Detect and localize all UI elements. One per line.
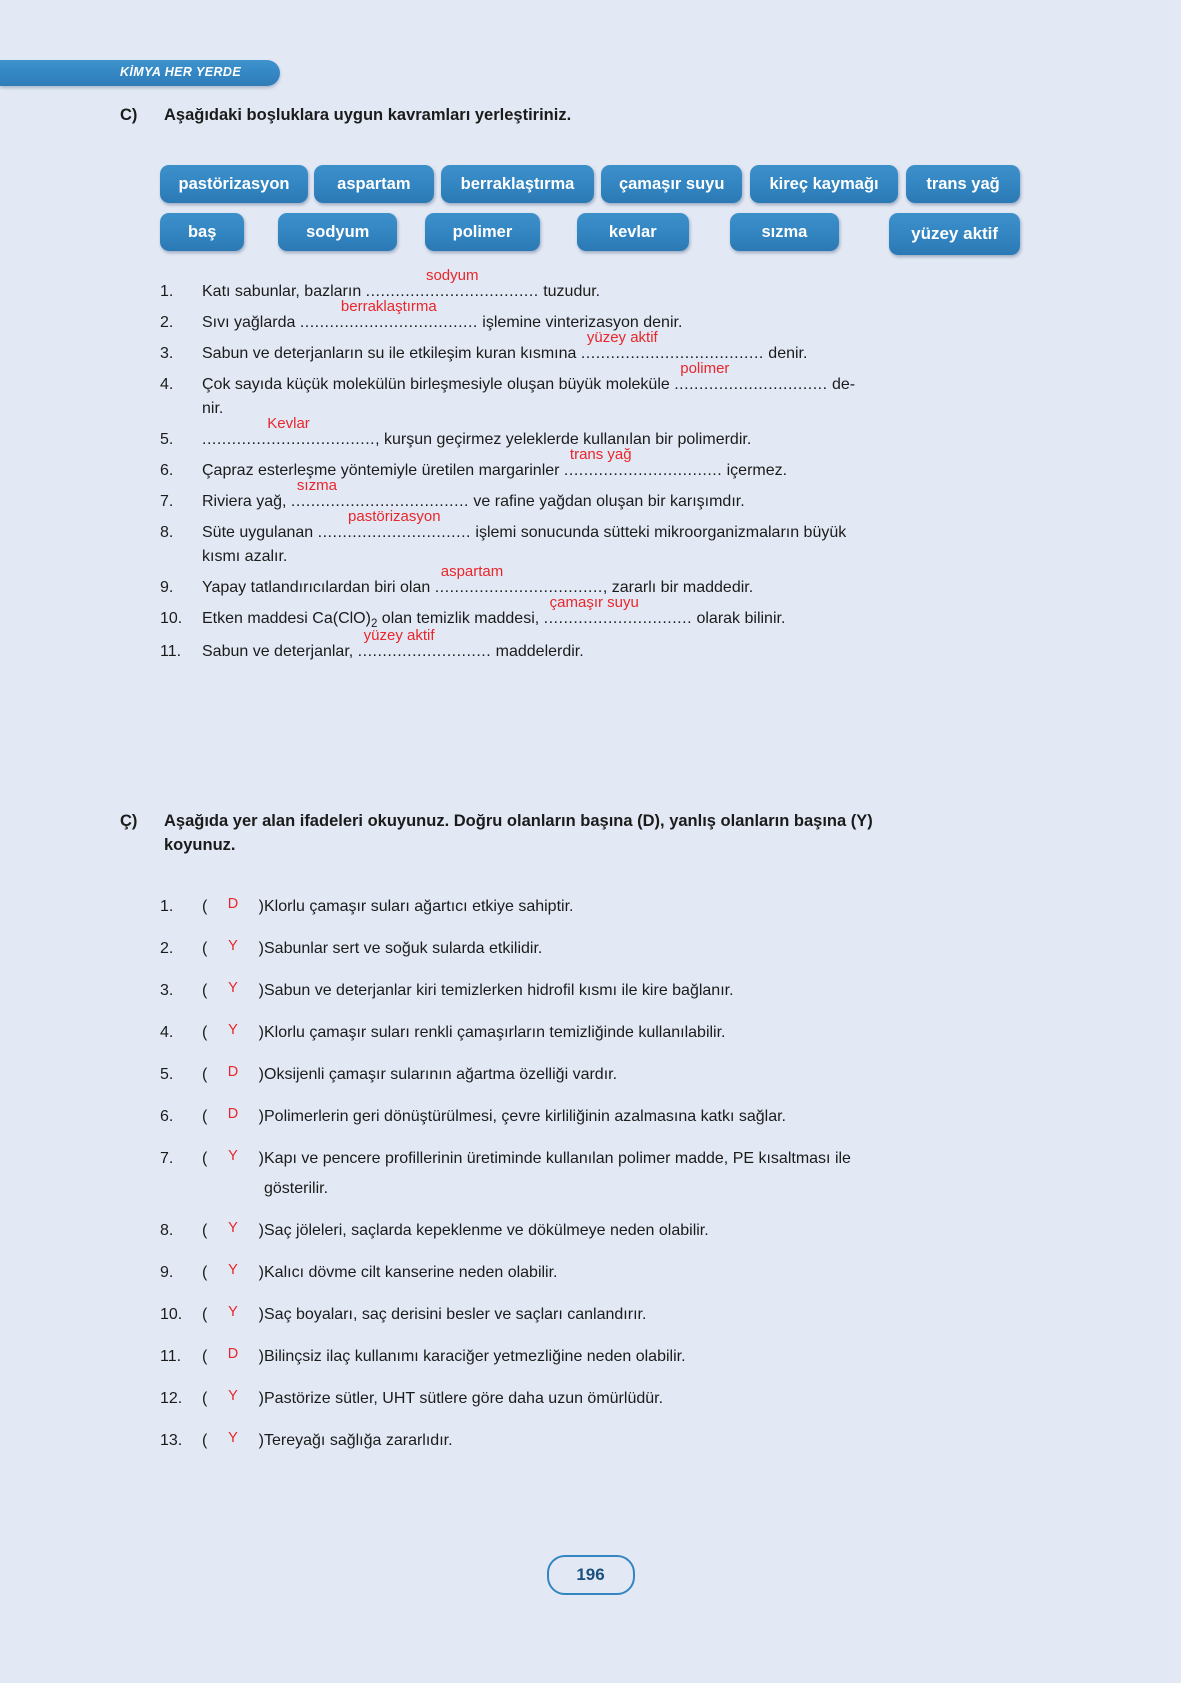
fill-text-after: de- <box>827 376 856 393</box>
paren-open: ( <box>202 1264 208 1281</box>
fill-text-before: Sıvı yağlarda <box>202 314 300 331</box>
word-chip-sodyum[interactable]: sodyum <box>278 213 397 251</box>
tf-answer-mark: Y <box>228 1304 238 1320</box>
blank-field[interactable] <box>563 446 723 483</box>
fill-item <box>160 267 1020 304</box>
fill-item <box>160 298 1020 335</box>
fill-item <box>160 508 1020 569</box>
word-bank-row-1 <box>160 165 1020 203</box>
blank-dots: ............................... <box>317 524 471 541</box>
section-c-heading <box>120 104 1020 128</box>
blank-answer: yüzey aktif <box>586 329 658 346</box>
fill-text-before: Katı sabunlar, bazların <box>202 283 366 300</box>
blank-dots: .................................. <box>434 579 603 596</box>
paren-close: ) <box>258 982 264 999</box>
fill-text-after-wrap: nir. <box>202 400 224 417</box>
fill-text-after: işlemi sonucunda sütteki mikroorganizmaların büyük <box>470 524 847 541</box>
word-chip-polimer[interactable]: polimer <box>425 213 540 251</box>
fill-item-number: 11. <box>160 643 182 661</box>
tf-answer-mark: D <box>227 1064 239 1080</box>
fill-text-before: Sabun ve deterjanların su ile etkileşim kuran kısmına <box>202 345 581 362</box>
blank-field[interactable] <box>543 594 693 631</box>
blank-field[interactable] <box>202 415 376 452</box>
blank-dots: .................................... <box>290 493 469 510</box>
blank-dots: ................................ <box>563 462 723 479</box>
tf-statement: Kapı ve pencere profillerinin üretiminde kullanılan polimer madde, PE kısaltması ile <box>264 1150 851 1167</box>
fill-text-after: tuzudur. <box>538 283 601 300</box>
fill-item-body <box>202 508 1020 569</box>
word-chip-trans-yag[interactable]: trans yağ <box>906 165 1020 203</box>
blank-answer: Kevlar <box>267 415 310 432</box>
tf-answer-mark: Y <box>228 1430 238 1446</box>
tf-answer-mark: Y <box>228 1262 238 1278</box>
section-cedilla-title-line1: Aşağıda yer alan ifadeleri okuyunuz. Doğru olanların başına (D), yanlış olanların başına (Y) <box>164 812 873 830</box>
paren-open: ( <box>202 1222 208 1239</box>
fill-item-body <box>202 446 1020 483</box>
tf-answer-mark: Y <box>228 980 238 996</box>
tf-number: 13. <box>160 1432 183 1449</box>
fill-text-after: içermez. <box>722 462 788 479</box>
blank-answer: polimer <box>680 360 730 377</box>
fill-item-number: 9. <box>160 579 174 596</box>
tf-answer-mark: D <box>227 1346 239 1362</box>
tf-number: 11. <box>160 1348 182 1365</box>
word-chip-yuzey-aktif[interactable]: yüzey aktif <box>889 213 1020 255</box>
section-cedilla-marker: Ç) <box>120 812 138 830</box>
tf-number: 12. <box>160 1390 183 1407</box>
blank-dots: ........................... <box>357 643 492 661</box>
blank-answer: trans yağ <box>569 446 632 463</box>
blank-field[interactable] <box>434 563 603 600</box>
blank-field[interactable] <box>365 267 539 304</box>
fill-item-body <box>202 267 1020 304</box>
tf-statement: Klorlu çamaşır suları ağartıcı etkiye sahiptir. <box>264 898 574 915</box>
tf-answer-mark: D <box>227 896 239 912</box>
tf-answer-mark: D <box>227 1106 239 1122</box>
fill-text-after: ve rafine yağdan oluşan bir karışımdır. <box>468 493 745 510</box>
tf-number: 2. <box>160 940 174 957</box>
paren-close: ) <box>258 940 264 957</box>
paren-open: ( <box>202 940 208 957</box>
word-bank-row-2 <box>160 213 1020 255</box>
paren-open: ( <box>202 1066 208 1083</box>
fill-text-before: Sabun ve deterjanlar, <box>202 643 358 661</box>
tf-statement: Kalıcı dövme cilt kanserine neden olabilir. <box>264 1264 558 1281</box>
tf-statement: Pastörize sütler, UHT sütlere göre daha uzun ömürlüdür. <box>264 1390 664 1407</box>
paren-close: ) <box>258 1108 264 1125</box>
word-chip-kirec-kaymagi[interactable]: kireç kaymağı <box>750 165 898 203</box>
paren-close: ) <box>258 1024 264 1041</box>
blank-answer: çamaşır suyu <box>549 594 639 611</box>
section-c-title: Aşağıdaki boşluklara uygun kavramları yerleştiriniz. <box>164 106 572 124</box>
word-bank <box>160 165 1020 265</box>
blank-dots: ............................... <box>674 376 828 393</box>
blank-field[interactable] <box>674 360 828 397</box>
tf-number: 10. <box>160 1306 183 1323</box>
paren-close: ) <box>258 1222 264 1239</box>
blank-field[interactable] <box>290 477 469 514</box>
tf-statement: Bilinçsiz ilaç kullanımı karaciğer yetmezliğine neden olabilir. <box>264 1348 686 1365</box>
fill-item-number: 2. <box>160 314 174 331</box>
fill-item-number: 4. <box>160 376 174 393</box>
section-cedilla-title-line2: koyunuz. <box>164 835 236 854</box>
fill-in-blank-list <box>160 267 1020 671</box>
paren-close: ) <box>258 1348 264 1365</box>
section-cedilla-heading <box>120 810 1030 858</box>
fill-item-number: 10. <box>160 610 183 627</box>
paren-close: ) <box>258 1432 264 1449</box>
fill-item <box>160 446 1020 483</box>
paren-open: ( <box>202 1390 208 1407</box>
paren-close: ) <box>258 1264 264 1281</box>
paren-close: ) <box>258 1066 264 1083</box>
blank-field[interactable] <box>299 298 478 335</box>
tf-row <box>160 1303 1040 1327</box>
fill-item-number: 8. <box>160 524 174 541</box>
tf-row <box>160 895 1040 919</box>
formula-suffix: olan temizlik maddesi, <box>377 610 544 627</box>
tf-number: 1. <box>160 898 174 915</box>
tf-statement-continuation: gösterilir. <box>264 1180 329 1197</box>
paren-close: ) <box>258 898 264 915</box>
tf-row <box>160 1387 1040 1411</box>
tf-number: 8. <box>160 1222 174 1239</box>
blank-answer: berraklaştırma <box>340 298 437 315</box>
fill-item-number: 5. <box>160 431 174 448</box>
tf-answer-mark: Y <box>228 1022 238 1038</box>
paren-open: ( <box>202 1306 208 1323</box>
fill-item-body <box>202 477 1020 514</box>
paren-open: ( <box>202 1348 208 1365</box>
blank-dots: ................................... <box>202 431 376 448</box>
fill-item-body <box>202 415 1020 452</box>
tf-statement: Saç boyaları, saç derisini besler ve saçları canlandırır. <box>264 1306 647 1323</box>
blank-answer: aspartam <box>440 563 504 580</box>
blank-dots: .............................. <box>543 610 693 627</box>
blank-field[interactable] <box>317 508 471 545</box>
blank-answer: yüzey aktif <box>363 627 435 645</box>
fill-text-after: işlemine vinterizasyon denir. <box>477 314 683 331</box>
blank-answer: sızma <box>296 477 337 494</box>
tf-row <box>160 1021 1040 1045</box>
tf-row <box>160 979 1040 1003</box>
paren-open: ( <box>202 1432 208 1449</box>
tf-statement: Polimerlerin geri dönüştürülmesi, çevre kirliliğinin azalmasına katkı sağlar. <box>264 1108 786 1125</box>
fill-item <box>160 415 1020 452</box>
tf-number: 9. <box>160 1264 174 1281</box>
fill-item-body <box>202 329 1020 366</box>
tf-row <box>160 1261 1040 1285</box>
word-chip-aspartam[interactable]: aspartam <box>314 165 434 203</box>
fill-item-number: 7. <box>160 493 174 510</box>
tf-answer-mark: Y <box>228 938 238 954</box>
blank-dots: .................................... <box>299 314 478 331</box>
tf-statement: Sabunlar sert ve soğuk sularda etkilidir. <box>264 940 543 957</box>
fill-item-body <box>202 298 1020 335</box>
fill-text-after: denir. <box>763 345 808 362</box>
running-head-tab <box>0 60 280 86</box>
tf-statement: Tereyağı sağlığa zararlıdır. <box>264 1432 453 1449</box>
paren-close: ) <box>258 1306 264 1323</box>
tf-row <box>160 1429 1040 1453</box>
word-chip-berraklastirma[interactable]: berraklaştırma <box>441 165 595 203</box>
paren-open: ( <box>202 898 208 915</box>
fill-item-number: 3. <box>160 345 174 362</box>
fill-item <box>160 360 1020 421</box>
fill-text-before: Çok sayıda küçük molekülün birleşmesiyle oluşan büyük moleküle <box>202 376 675 393</box>
blank-answer: sodyum <box>425 267 479 284</box>
word-chip-bas[interactable]: baş <box>160 213 244 251</box>
paren-open: ( <box>202 1108 208 1125</box>
blank-field[interactable] <box>580 329 764 366</box>
word-chip-pastorizasyon[interactable]: pastörizasyon <box>160 165 308 203</box>
tf-row <box>160 1219 1040 1243</box>
tf-row <box>160 1345 1040 1369</box>
blank-field[interactable] <box>357 627 492 664</box>
formula-prefix: Etken maddesi Ca(ClO) <box>202 610 371 627</box>
tf-answer-mark: Y <box>228 1388 238 1404</box>
word-chip-camasir-suyu[interactable]: çamaşır suyu <box>601 165 742 203</box>
fill-item <box>160 477 1020 514</box>
fill-item <box>160 594 1020 633</box>
tf-row <box>160 1105 1040 1129</box>
fill-text-after: olarak bilinir. <box>692 610 786 627</box>
formula-subscript: 2 <box>370 618 378 631</box>
paren-close: ) <box>258 1390 264 1407</box>
tf-answer-mark: Y <box>228 1220 238 1236</box>
blank-dots: ..................................... <box>580 345 764 362</box>
page-number: 196 <box>547 1555 635 1595</box>
fill-item-number: 6. <box>160 462 174 479</box>
paren-close: ) <box>258 1150 264 1167</box>
tf-number: 5. <box>160 1066 174 1083</box>
fill-text-before: Süte uygulanan <box>202 524 318 541</box>
fill-text-after: , zararlı bir maddedir. <box>602 579 754 596</box>
tf-number: 6. <box>160 1108 174 1125</box>
fill-text-before: Riviera yağ, <box>202 493 291 510</box>
fill-item-body <box>202 594 1020 633</box>
fill-text-before: Yapay tatlandırıcılardan biri olan <box>202 579 435 596</box>
word-chip-kevlar[interactable]: kevlar <box>577 213 689 251</box>
tf-number: 3. <box>160 982 174 999</box>
fill-item-body <box>202 563 1020 600</box>
word-chip-sizma[interactable]: sızma <box>730 213 840 251</box>
running-head-label: KİMYA HER YERDE <box>120 65 242 79</box>
tf-answer-mark: Y <box>228 1148 238 1164</box>
tf-statement: Klorlu çamaşır suları renkli çamaşırların temizliğinde kullanılabilir. <box>264 1024 726 1041</box>
fill-text-before: Çapraz esterleşme yöntemiyle üretilen margarinler <box>202 462 564 479</box>
tf-statement: Oksijenli çamaşır sularının ağartma özelliği vardır. <box>264 1066 618 1083</box>
fill-item-body <box>202 360 1020 421</box>
fill-item-body <box>202 627 1020 664</box>
true-false-list <box>160 895 1040 1471</box>
fill-text-after-wrap: kısmı azalır. <box>202 548 288 565</box>
blank-answer: pastörizasyon <box>348 508 441 525</box>
tf-number: 7. <box>160 1150 174 1167</box>
tf-number: 4. <box>160 1024 174 1041</box>
fill-item <box>160 563 1020 600</box>
paren-open: ( <box>202 1150 208 1167</box>
fill-item <box>160 329 1020 366</box>
fill-item <box>160 627 1020 664</box>
blank-dots: ................................... <box>365 283 539 300</box>
tf-statement: Saç jöleleri, saçlarda kepeklenme ve dökülmeye neden olabilir. <box>264 1222 709 1239</box>
tf-row <box>160 1147 1040 1171</box>
section-cedilla-title <box>164 810 873 858</box>
fill-text-after: , kurşun geçirmez yeleklerde kullanılan bir polimerdir. <box>375 431 752 448</box>
tf-statement: Sabun ve deterjanlar kiri temizlerken hidrofil kısmı ile kire bağlanır. <box>264 982 734 999</box>
fill-text-after: maddelerdir. <box>491 643 584 661</box>
tf-row <box>160 937 1040 961</box>
paren-open: ( <box>202 982 208 999</box>
fill-item-number: 1. <box>160 283 174 300</box>
paren-open: ( <box>202 1024 208 1041</box>
section-c-marker: C) <box>120 106 138 124</box>
tf-row <box>160 1063 1040 1087</box>
